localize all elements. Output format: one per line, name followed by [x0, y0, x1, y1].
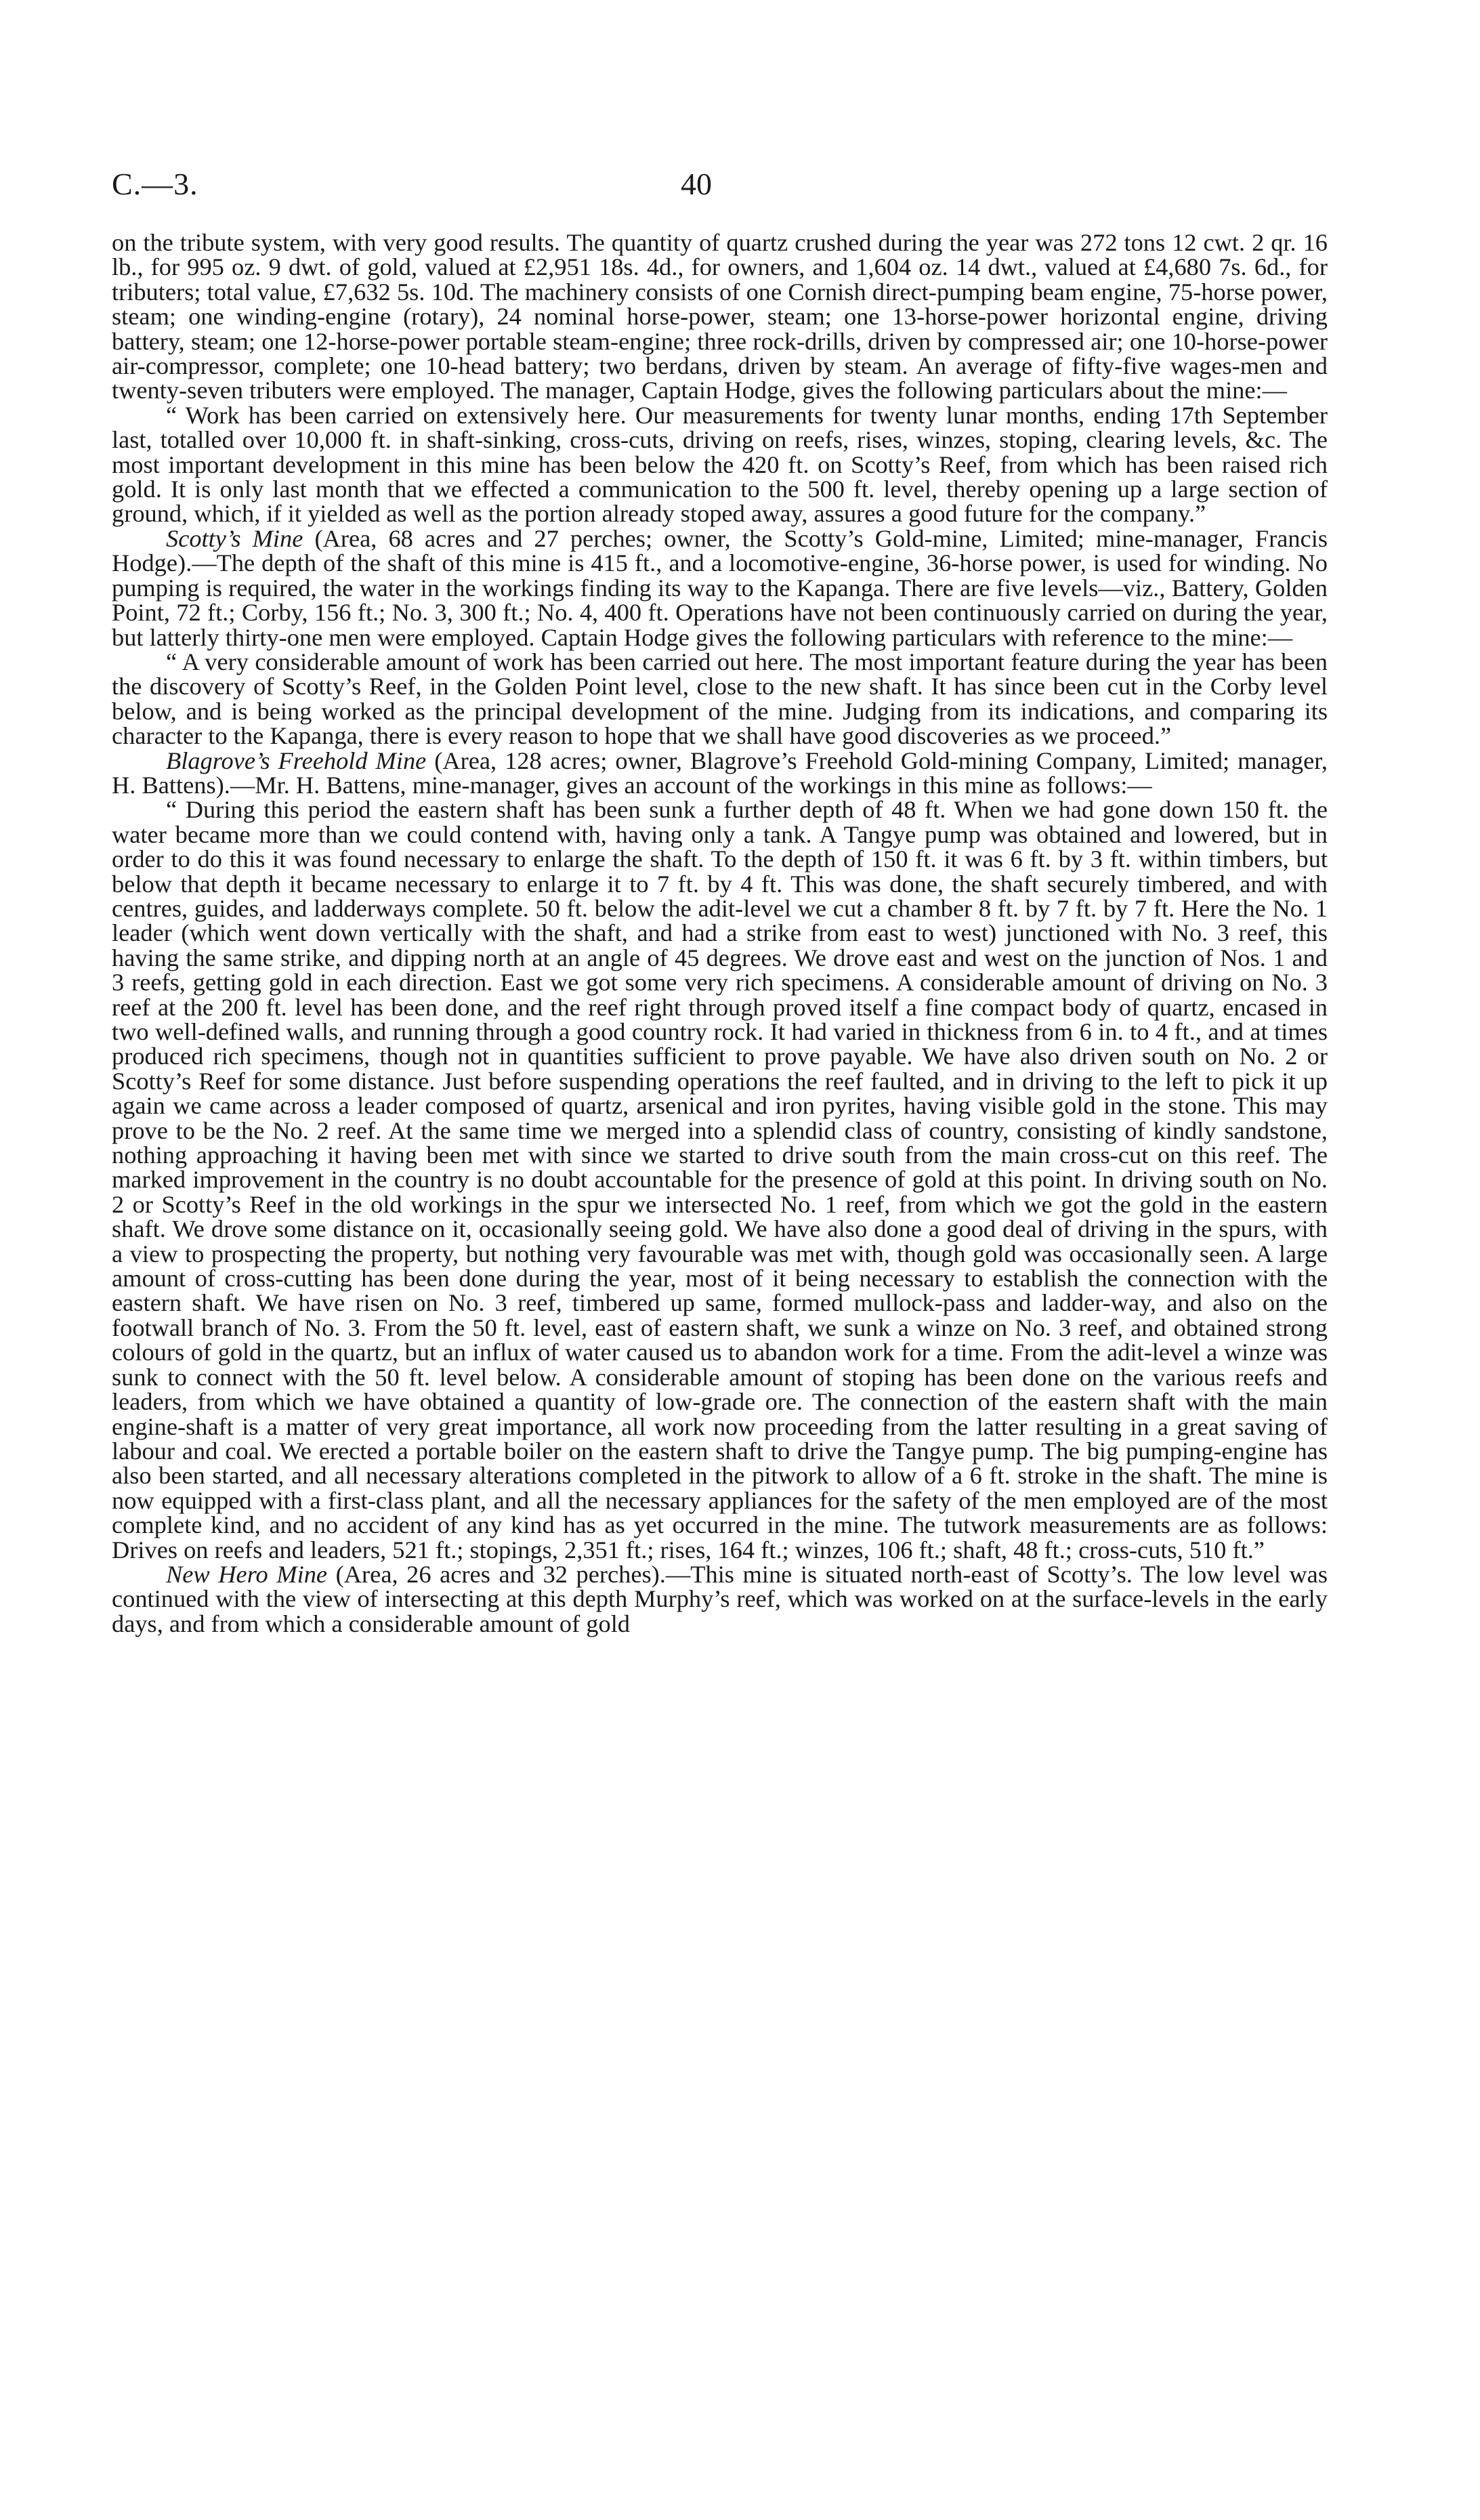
page-number: 40 — [681, 167, 712, 201]
paragraph — [112, 797, 1328, 1562]
paragraph — [112, 403, 1328, 526]
paragraph — [112, 650, 1328, 749]
body-text — [112, 230, 1328, 1636]
paragraph — [112, 230, 1328, 403]
mine-name: Blagrove’s Freehold Mine — [166, 747, 427, 774]
paragraph — [112, 749, 1328, 798]
paragraph — [112, 526, 1328, 650]
paragraph-text: (Area, 68 acres and 27 perches; owner, the Scotty’s Gold-mine, Limited; mine-manager, Francis Hodge).—The depth of the shaft of this mine is 415 ft., and a locomotive-engine, 36-horse power, is used for winding. No pumping is required, the water in the workings finding its way to the Kapanga. There are five levels—viz., Battery, Golden Point, 72 ft.; Corby, 156 ft.; No. 3, 300 ft.; No. 4, 400 ft. Operations have not been continuously carried on during the year, but latterly thirty-one men were employed. Captain Hodge gives the following particulars with reference to the mine:— — [112, 524, 1328, 651]
paragraph — [112, 1562, 1328, 1636]
document-reference: C.—3. — [112, 167, 198, 201]
page-header — [112, 166, 1324, 207]
paragraph-text: “ A very considerable amount of work has been carried out here. The most important feature during the year has been the discovery of Scotty’s Reef, in the Golden Point level, close to the new shaft. It has since been cut in the Corby level below, and is being worked as the principal development of the mine. Judging from its indications, and comparing its character to the Kapanga, there is every reason to hope that we shall have good discoveries as we proceed.” — [112, 648, 1328, 750]
paragraph-text: “ Work has been carried on extensively here. Our measurements for twenty lunar months, ending 17th September last, totalled over 10,000 ft. in shaft-sinking, cross-cuts, driving on reefs, rises, winzes, stoping, clearing levels, &c. The most important development in this mine has been below the 420 ft. on Scotty’s Reef, from which has been raised rich gold. It is only last month that we effected a communication to the 500 ft. level, thereby opening up a large section of ground, which, if it yielded as well as the portion already stoped away, assures a good future for the company.” — [112, 401, 1328, 528]
paragraph-text: (Area, 26 acres and 32 perches).—This mine is situated north-east of Scotty’s. The low level was continued with the view of intersecting at this depth Murphy’s reef, which was worked on at the surface-levels in the early days, and from which a considerable amount of gold — [112, 1560, 1328, 1637]
mine-name: Scotty’s Mine — [166, 524, 303, 552]
paragraph-text: “ During this period the eastern shaft has been sunk a further depth of 48 ft. When we had gone down 150 ft. the water became more than we could contend with, having only a tank. A Tangye pump was obtained and lowered, but in order to do this it was found necessary to enlarge the shaft. To the depth of 150 ft. it was 6 ft. by 3 ft. within timbers, but below that depth it became necessary to enlarge it to 7 ft. by 4 ft. This was done, the shaft securely timbered, and with centres, guides, and ladderways complete. 50 ft. below the adit-level we cut a chamber 8 ft. by 7 ft. by 7 ft. Here the No. 1 leader (which went down vertically with the shaft, and had a strike from east to west) junctioned with No. 3 reef, this having the same strike, and dipping north at an angle of 45 degrees. We drove east and west on the junction of Nos. 1 and 3 reefs, getting gold in each direction. East we got some very rich specimens. A considerable amount of driving on No. 3 reef at the 200 ft. level has been done, and the reef right through proved itself a fine compact body of quartz, encased in two well-defined walls, and running through a good country rock. It had varied in thickness from 6 in. to 4 ft., and at times produced rich specimens, though not in quantities sufficient to prove payable. We have also driven south on No. 2 or Scotty’s Reef for some distance. Just before suspending operations the reef faulted, and in driving to the left to pick it up again we came across a leader composed of quartz, arsenical and iron pyrites, having visible gold in the stone. This may prove to be the No. 2 reef. At the same time we merged into a splendid class of country, consisting of kindly sandstone, nothing approaching it having been met with since we started to drive south from the main cross-cut on this reef. The marked improvement in the country is no doubt accountable for the presence of gold at this point. In driving south on No. 2 or Scotty’s Reef in the old workings in the spur we intersected No. 1 reef, from which we got the gold in the eastern shaft. We drove some distance on it, occasionally seeing gold. We have also done a good deal of driving in the spurs, with a view to prospecting the property, but nothing very favourable was met with, though gold was occasionally seen. A large amount of cross-cutting has been done during the year, most of it being necessary to establish the connection with the eastern shaft. We have risen on No. 3 reef, timbered up same, formed mullock-pass and ladder-way, and also on the footwall branch of No. 3. From the 50 ft. level, east of eastern shaft, we sunk a winze on No. 3 reef, and obtained strong colours of gold in the quartz, but an influx of water caused us to abandon work for a time. From the adit-level a winze was sunk to connect with the 50 ft. level below. A considerable amount of stoping has been done on the various reefs and leaders, from which we have obtained a quantity of low-grade ore. The connection of the eastern shaft with the main engine-shaft is a matter of very great importance, all work now proceeding from the latter resulting in a great saving of labour and coal. We erected a portable boiler on the eastern shaft to drive the Tangye pump. The big pumping-engine has also been started, and all necessary alterations completed in the pitwork to allow of a 6 ft. stroke in the shaft. The mine is now equipped with a first-class plant, and all the necessary appliances for the safety of the men employed are of the most complete kind, and no accident of any kind has as yet occurred in the mine. The tutwork measurements are as follows: Drives on reefs and leaders, 521 ft.; stopings, 2,351 ft.; rises, 164 ft.; winzes, 106 ft.; shaft, 48 ft.; cross-cuts, 510 ft.” — [112, 796, 1328, 1563]
paragraph-text: on the tribute system, with very good results. The quantity of quartz crushed during the year was 272 tons 12 cwt. 2 qr. 16 lb., for 995 oz. 9 dwt. of gold, valued at £2,951 18s. 4d., for owners, and 1,604 oz. 14 dwt., valued at £4,680 7s. 6d., for tributers; total value, £7,632 5s. 10d. The machinery consists of one Cornish direct-pumping beam engine, 75-horse power, steam; one winding-engine (rotary), 24 nominal horse-power, steam; one 13-horse-power horizontal engine, driving battery, steam; one 12-horse-power portable steam-engine; three rock-drills, driven by compressed air; one 10-horse-power air-compressor, complete; one 10-head battery; two berdans, driven by steam. An average of fifty-five wages-men and twenty-seven tributers were employed. The manager, Captain Hodge, gives the following particulars about the mine:— — [112, 229, 1328, 404]
paragraph-text: (Area, 128 acres; owner, Blagrove’s Freehold Gold-mining Company, Limited; manager, H. Battens).—Mr. H. Battens, mine-manager, gives an account of the workings in this mine as follows:— — [112, 747, 1328, 799]
mine-name: New Hero Mine — [166, 1560, 328, 1588]
